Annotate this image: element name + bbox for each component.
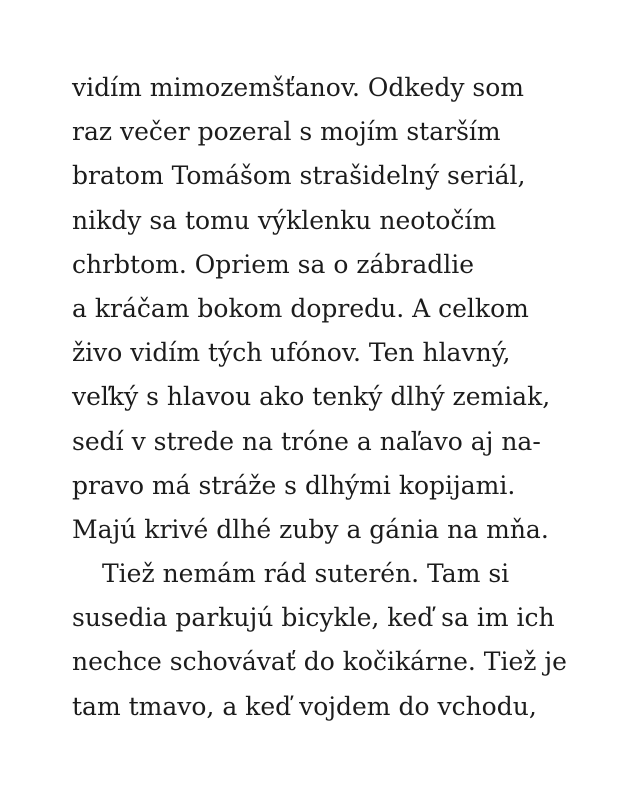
text-line: nechce schovávať do kočikárne. Tiež je xyxy=(72,647,567,677)
text-line: veľký s hlavou ako tenký dlhý zemiak, xyxy=(72,382,551,412)
text-line: nikdy sa tomu výklenku neotočím xyxy=(72,205,497,235)
body-text xyxy=(72,66,592,729)
text-line: živo vidím tých ufónov. Ten hlavný, xyxy=(72,338,511,368)
text-line: tam tmavo, a keď vojdem do vchodu, xyxy=(72,691,537,721)
text-line: susedia parkujú bicykle, keď sa im ich xyxy=(72,603,555,633)
text-line: pravo má stráže s dlhými kopijami. xyxy=(72,470,516,500)
text-line: Majú krivé dlhé zuby a gánia na mňa. xyxy=(72,514,549,544)
paragraph-start-line: Tiež nemám rád suterén. Tam si xyxy=(102,559,510,589)
text-line: bratom Tomášom strašidelný seriál, xyxy=(72,161,526,191)
text-line: raz večer pozeral s mojím starším xyxy=(72,117,501,147)
text-line: chrbtom. Opriem sa o zábradlie xyxy=(72,249,475,279)
text-line: a kráčam bokom dopredu. A celkom xyxy=(72,293,529,323)
text-line: sedí v strede na tróne a naľavo aj na- xyxy=(72,426,541,456)
text-line: vidím mimozemšťanov. Odkedy som xyxy=(72,73,524,102)
